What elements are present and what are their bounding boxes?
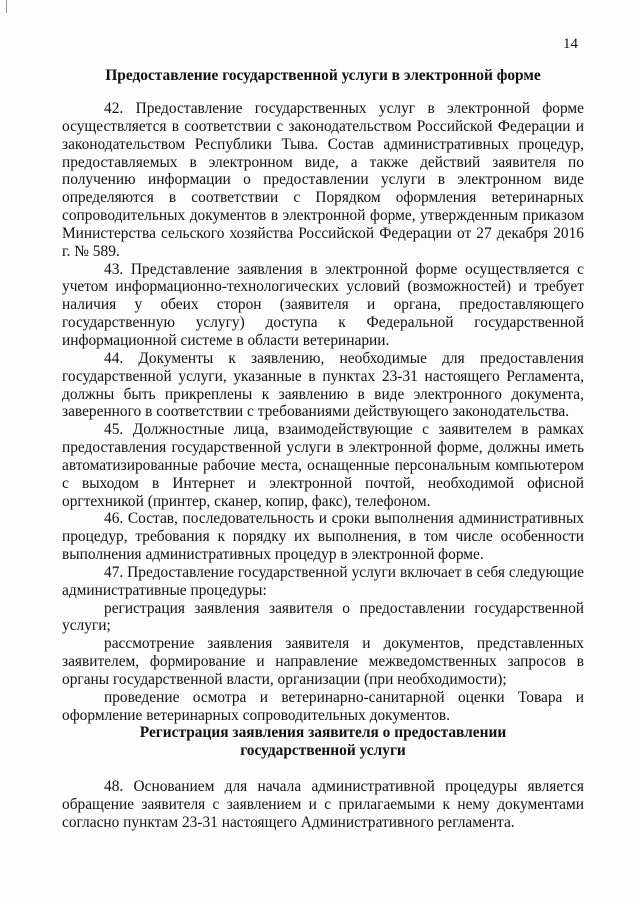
- paragraph-42: 42. Предоставление государственных услуг в электронной форме осуществляется в соответствии с законодательством Российской Федерации и законодательством Республики Тыва. Состав административных процедур, предоставляемых в электронном виде, а также действий заявителя по получению информации о предоставлении услуги в электронном виде определяются в соответствии с Порядком оформления ветеринарных сопроводительных документов в электронной форме, утвержденным приказом Министерства сельского хозяйства Российской Федерации от 27 декабря 2016 г. № 589.: [62, 100, 584, 260]
- paragraph-43: 43. Представление заявления в электронной форме осуществляется с учетом информационно-технологических условий (возможностей) и требует наличия у обеих сторон (заявителя и органа, предоставляющего государственную услугу) доступа к Федеральной государственной информационной системе в области ветеринарии.: [62, 260, 584, 349]
- section-heading-registration-line-1: Регистрация заявления заявителя о предоставлении: [139, 724, 507, 741]
- section-body-electronic-form: [62, 100, 584, 725]
- section-heading-registration-line-2: государственной услуги: [240, 742, 406, 759]
- section-heading-electronic-form: Предоставление государственной услуги в электронной форме: [105, 67, 541, 84]
- page-number: 14: [563, 36, 578, 52]
- procedure-item-inspection: проведение осмотра и ветеринарно-санитарной оценки Товара и оформление ветеринарных сопроводительных документов.: [62, 688, 584, 724]
- scan-edge-mark: [6, 0, 7, 13]
- section-body-registration: [62, 778, 584, 832]
- paragraph-46: 46. Состав, последовательность и сроки выполнения административных процедур, требования к порядку их выполнения, в том числе особенности выполнения административных процедур в электронной форме.: [62, 510, 584, 564]
- section-heading-registration: [62, 724, 584, 760]
- paragraph-45: 45. Должностные лица, взаимодействующие с заявителем в рамках предоставления государственной услуги в электронной форме, должны иметь автоматизированные рабочие места, оснащенные персональным компьютером с выходом в Интернет и электронной почтой, необходимой офисной оргтехникой (принтер, сканер, копир, факс), телефоном.: [62, 421, 584, 510]
- paragraph-44: 44. Документы к заявлению, необходимые для предоставления государственной услуги, указанные в пунктах 23-31 настоящего Регламента, должны быть прикреплены к заявлению в виде электронного документа, заверенного в соответствии с требованиями действующего законодательства.: [62, 349, 584, 421]
- paragraph-48: 48. Основанием для начала административной процедуры является обращение заявителя с заявлением и с прилагаемыми к нему документами согласно пунктам 23-31 настоящего Административного регламента.: [62, 778, 584, 831]
- paragraph-47: 47. Предоставление государственной услуги включает в себя следующие административные процедуры:: [62, 563, 584, 599]
- procedure-item-registration: регистрация заявления заявителя о предоставлении государственной услуги;: [62, 599, 584, 635]
- procedure-item-review: рассмотрение заявления заявителя и документов, представленных заявителем, формирование и направление межведомственных запросов в органы государственной власти, организации (при необходимости);: [62, 635, 584, 688]
